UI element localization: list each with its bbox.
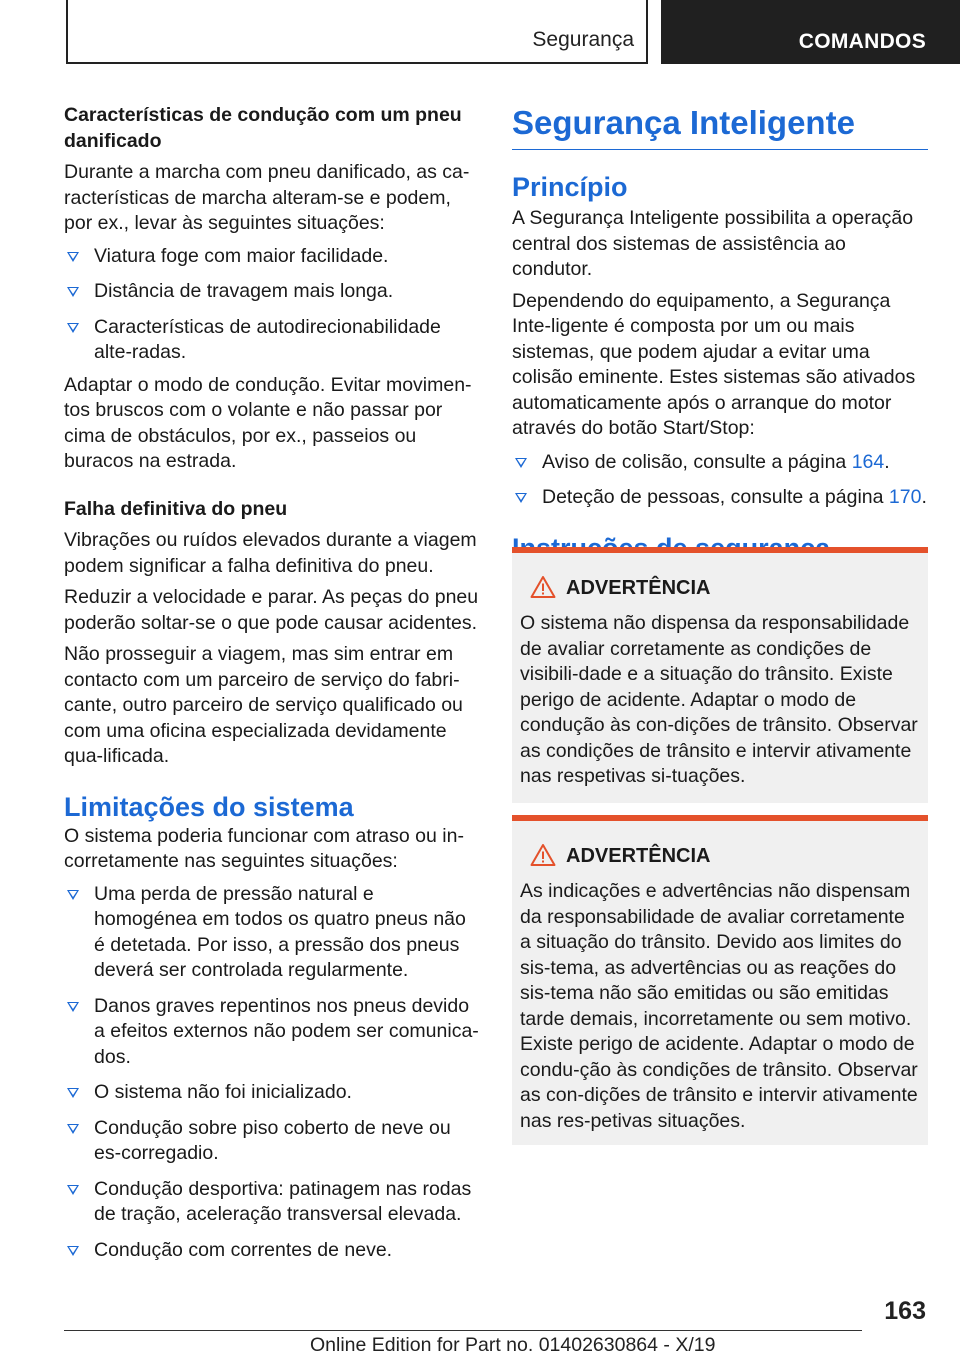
warning-text: O sistema não dispensa da responsabilidade de avaliar corretamente as condições de visibili-dade e a situação do trânsito. Existe perigo de acidente. Adaptar o modo de condução às con-dições de trânsito. Observar as condições de trânsito e intervir ativamente nas respetivas si-tuações. bbox=[520, 612, 918, 787]
footer-edition: Online Edition for Part no. 01402630864 - X/19 bbox=[310, 1334, 716, 1356]
page-link-170[interactable]: 170 bbox=[888, 486, 922, 508]
page-link-164[interactable]: 164 bbox=[851, 450, 885, 473]
bullet-triangle-icon bbox=[67, 1002, 79, 1012]
header-chapter-title: COMANDOS bbox=[798, 30, 926, 53]
header-section-title: Segurança bbox=[532, 28, 634, 51]
footer-rule bbox=[64, 1330, 862, 1331]
bullet-triangle-icon bbox=[67, 1088, 79, 1098]
heading-tire-failure: Falha definitiva do pneu bbox=[64, 497, 288, 520]
bullet-triangle-icon bbox=[515, 458, 527, 468]
heading-principle: Princípio bbox=[512, 172, 628, 202]
list-item: Uma perda de pressão natural e homogénea em todos os quatro pneus não é detetada. Por isso, a pressão dos pneus deverá ser controlada regularmente. bbox=[64, 882, 480, 984]
page-number: 163 bbox=[884, 1297, 926, 1325]
list-item: Condução desportiva: patinagem nas rodas de tração, aceleração transversal elevada. bbox=[64, 1177, 480, 1228]
header-section-tab bbox=[66, 0, 648, 64]
title-rule bbox=[512, 149, 928, 150]
heading-damaged-tire: Características de condução com um pneu danificado bbox=[64, 104, 462, 152]
list-item: Condução sobre piso coberto de neve ou es-corregadio. bbox=[64, 1116, 480, 1167]
warning-header bbox=[520, 843, 920, 873]
paragraph-principle: A Segurança Inteligente possibilita a operação central dos sistemas de assistência ao condutor. bbox=[512, 207, 914, 280]
paragraph-damaged-tire: Durante a marcha com pneu danificado, as ca-racterísticas de marcha alteram-se e podem, por ex., levar às seguintes situações: bbox=[64, 161, 470, 234]
warning-text: As indicações e advertências não dispensam da responsabilidade de avaliar corretamente a situação do trânsito. Devido aos limites do sis-tema, as advertências ou as reações do sis-tema não são emitidas ou são emitidas tarde demais, incorretamente ou sem motivo. Existe perigo de acidente. Adaptar o modo de condu-ção às condições de trânsito. Observar as con-dições de trânsito e intervir ativamente nas res-petivas situações. bbox=[520, 880, 918, 1132]
list-damaged-tire-effects bbox=[64, 244, 480, 366]
heading-intelligent-safety: Segurança Inteligente bbox=[512, 104, 855, 141]
list-system-limits bbox=[64, 882, 480, 1264]
list-item: O sistema não foi inicializado. bbox=[64, 1080, 480, 1106]
paragraph-equipment: Dependendo do equipamento, a Segurança Inte-ligente é composta por um ou mais sistemas, que podem ajudar a evitar uma colisão eminente. Estes sistemas são ativados automaticamente após o arranque do motor através do botão Start/Stop: bbox=[512, 289, 916, 439]
header-chapter-tab bbox=[661, 0, 960, 64]
bullet-triangle-icon bbox=[67, 890, 79, 900]
bullet-triangle-icon bbox=[67, 1246, 79, 1256]
bullet-triangle-icon bbox=[515, 493, 527, 503]
paragraph-reduce-speed: Reduzir a velocidade e parar. As peças do pneu poderão soltar-se o que pode causar acidentes. bbox=[64, 586, 479, 634]
warning-triangle-icon bbox=[530, 575, 556, 599]
list-item: Danos graves repentinos nos pneus devido a efeitos externos não podem ser comunica-dos. bbox=[64, 994, 480, 1071]
paragraph-contact-service: Não prosseguir a viagem, mas sim entrar em contacto com um parceiro de serviço do fabri-cante, outro parceiro de serviço qualificado ou com uma oficina especializada devidamente qua-lificada. bbox=[64, 643, 463, 767]
list-item: Deteção de pessoas, consulte a página 170. bbox=[512, 485, 928, 511]
warning-header bbox=[520, 575, 920, 605]
bullet-triangle-icon bbox=[67, 287, 79, 297]
bullet-triangle-icon bbox=[67, 1185, 79, 1195]
warning-box bbox=[512, 815, 928, 1145]
list-references bbox=[512, 450, 928, 511]
list-item: Condução com correntes de neve. bbox=[64, 1238, 480, 1264]
paragraph-tire-failure-signs: Vibrações ou ruídos elevados durante a viagem podem significar a falha definitiva do pneu. bbox=[64, 529, 477, 577]
list-item: Viatura foge com maior facilidade. bbox=[64, 244, 480, 270]
list-item: Distância de travagem mais longa. bbox=[64, 279, 480, 305]
warning-box bbox=[512, 547, 928, 803]
bullet-triangle-icon bbox=[67, 252, 79, 262]
list-item: Características de autodirecionabilidade alte-radas. bbox=[64, 315, 480, 366]
heading-system-limits: Limitações do sistema bbox=[64, 791, 354, 822]
warning-triangle-icon bbox=[530, 843, 556, 867]
bullet-triangle-icon bbox=[67, 323, 79, 333]
warning-title: ADVERTÊNCIA bbox=[566, 845, 711, 867]
list-item: Aviso de colisão, consulte a página 164. bbox=[512, 450, 928, 476]
warning-title: ADVERTÊNCIA bbox=[566, 577, 711, 599]
paragraph-system-limits: O sistema poderia funcionar com atraso ou in-corretamente nas seguintes situações: bbox=[64, 824, 464, 872]
paragraph-driving-advice: Adaptar o modo de condução. Evitar movimen-tos bruscos com o volante e não passar por cima de obstáculos, por ex., passeios ou buracos na estrada. bbox=[64, 373, 472, 472]
bullet-triangle-icon bbox=[67, 1124, 79, 1134]
